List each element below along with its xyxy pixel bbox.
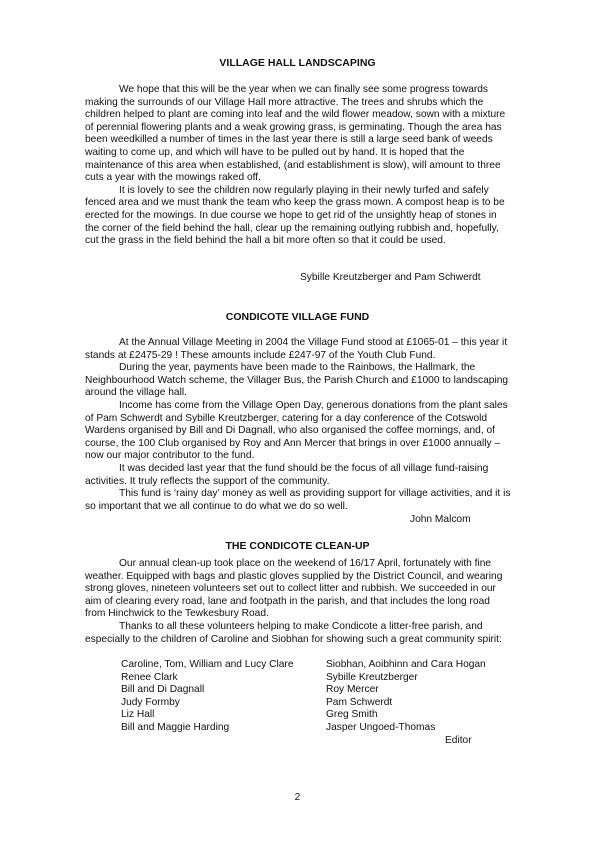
- signature-editor: Editor: [445, 735, 472, 746]
- paragraph: We hope that this will be the year when we can finally see some progress towards making the surrounds of our Village Hall more attractive. The trees and shrubs which the children helped to plant are coming into leaf and the wild flower meadow, sown with a mixture of perennial flowering plants and a weak growing grass, is germinating. Though the area has been weedkilled a number of times in the last year there is still a large seed bank of weeds waiting to come up, and which will have to be pulled out by hand. It is hoped that the maintenance of this area when established, (and establishment is slow), will amount to three cuts a year with the mowings raked off.: [85, 84, 506, 184]
- paragraph: Our annual clean-up took place on the weekend of 16/17 April, fortunately with fine weather. Equipped with bags and plastic gloves supplied by the District Council, and wearing strong gloves, nineteen volunteers set out to collect litter and rubbish. We succeeded in our aim of clearing every road, lane and footpath in the parish, and that includes the long road from Hinchwick to the Tewkesbury Road.: [85, 558, 503, 620]
- volunteer-name: Liz Hall: [121, 709, 155, 720]
- paragraph: Thanks to all these volunteers helping to make Condicote a litter-free parish, and especially to the children of Caroline and Siobhan for showing such a great community spirit:: [85, 620, 502, 645]
- paragraph: During the year, payments have been made to the Rainbows, the Hallmark, the Neighbourhood Watch scheme, the Villager Bus, the Parish Church and £1000 to landscaping around the village hall.: [85, 362, 509, 399]
- section-title-clean-up: THE CONDICOTE CLEAN-UP: [225, 540, 370, 552]
- page-number: 2: [294, 792, 301, 803]
- section-title-village-hall-landscaping: VILLAGE HALL LANDSCAPING: [219, 57, 376, 69]
- signature-landscaping: Sybille Kreutzberger and Pam Schwerdt: [300, 272, 481, 283]
- paragraph: At the Annual Village Meeting in 2004 the Village Fund stood at £1065-01 – this year it stands at £2475-29 ! These amounts include £247-97 of the Youth Club Fund.: [85, 337, 508, 361]
- paragraph: Income has come from the Village Open Day, generous donations from the plant sales of Pam Schwerdt and Sybille Kreutzberger, catering for a day conference of the Cotswold Wardens organised by Bill and Di Dagnall, who also organised the coffee mornings, and, of course, the 100 Club organised by Roy and Ann Mercer that brings in over £1000 annually – now our major contributor to the fund.: [85, 399, 508, 462]
- volunteer-name: Roy Mercer: [326, 684, 379, 695]
- section-body-clean-up: [85, 558, 511, 646]
- paragraph: It was decided last year that the fund should be the focus of all village fund-raising activities. It truly reflects the support of the community.: [85, 462, 489, 487]
- section-body-village-hall-landscaping: [85, 84, 511, 248]
- volunteer-name: Pam Schwerdt: [326, 697, 393, 708]
- volunteer-name: Sybille Kreutzberger: [326, 672, 418, 683]
- section-title-village-fund: CONDICOTE VILLAGE FUND: [225, 311, 370, 323]
- signature-village-fund: John Malcom: [410, 514, 471, 525]
- paragraph: It is lovely to see the children now regularly playing in their newly turfed and safely fenced area and we must thank the team who keep the grass mown. A compost heap is to be erected for the mowings. In due course we hope to get rid of the unsightly heap of stones in the corner of the field behind the hall, clear up the remaining outlying rubbish and, hopefully, cut the grass in the field behind the hall a bit more often so that it could be used.: [85, 184, 505, 247]
- section-body-village-fund: [85, 337, 511, 513]
- volunteer-name: Bill and Maggie Harding: [121, 722, 230, 733]
- volunteer-name: Greg Smith: [326, 709, 378, 720]
- volunteer-name: Siobhan, Aoibhinn and Cara Hogan: [326, 659, 486, 670]
- volunteer-name: Jasper Ungoed-Thomas: [326, 722, 436, 733]
- volunteer-name: Renee Clark: [121, 672, 178, 683]
- volunteer-name: Bill and Di Dagnall: [121, 684, 205, 695]
- volunteer-name: Caroline, Tom, William and Lucy Clare: [121, 659, 294, 670]
- paragraph: This fund is ‘rainy day’ money as well as providing support for village activities, and it is so important that we all continue to do what we do so well.: [85, 488, 511, 512]
- volunteer-name: Judy Formby: [121, 697, 180, 708]
